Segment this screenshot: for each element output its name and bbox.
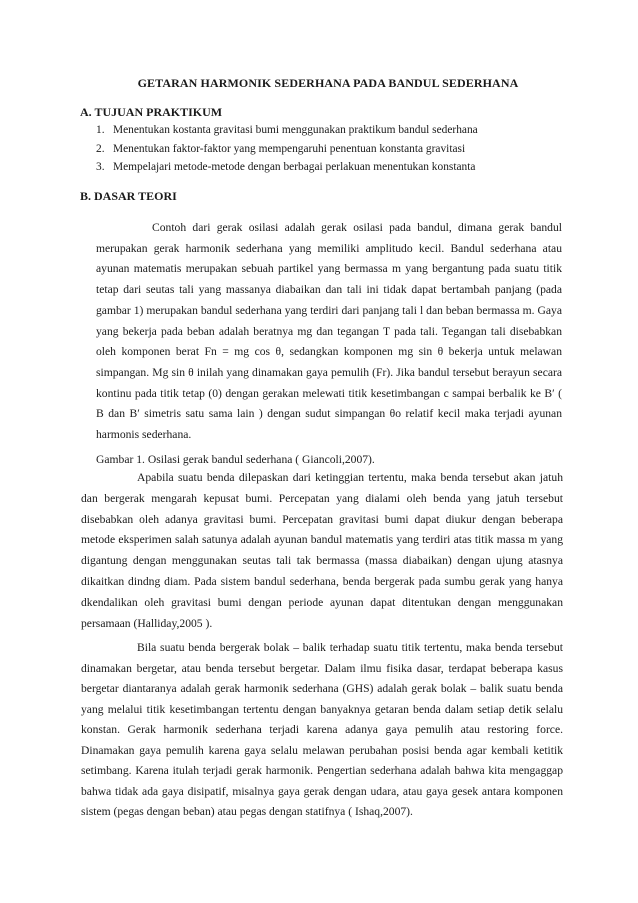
- document-title: GETARAN HARMONIK SEDERHANA PADA BANDUL SEDERHANA: [137, 76, 519, 90]
- theory-paragraph-2: Apabila suatu benda dilepaskan dari ketinggian tertentu, maka benda tersebut akan jatuh dan bergerak mengarah kepusat bumi. Percepatan yang dialami oleh benda yang jatuh tersebut disebabkan oleh adanya gravitasi bumi. Percepatan gravitasi bumi dapat diukur dengan beberapa metode eksperimen salah satunya adalah ayunan bandul matematis yang terdiri atas titik massa m yang digantung dengan menggunakan seutas tali tak bermassa (massa diabaikan) dengan ujung atasnya dikaitkan dindng diam. Pada sistem bandul sederhana, benda bergerak pada sumbu gerak yang hanya dkendalikan oleh gravitasi bumi dengan periode ayunan dapat ditentukan dengan menggunakan persamaan (Halliday,2005 ).: [81, 471, 563, 630]
- section-a-heading: A. TUJUAN PRAKTIKUM: [80, 105, 223, 119]
- theory-paragraph-3: Bila suatu benda bergerak bolak – balik terhadap suatu titik tertentu, maka benda tersebut dinamakan bergetar, atau benda tersebut bergetar. Dalam ilmu fisika dasar, terdapat beberapa kasus bergetar diantaranya adalah gerak harmonik sederhana (GHS) adalah gerak bolak – balik suatu benda yang melalui titik kesetimbangan tertentu dengan banyaknya getaran benda dalam setiap detik selalu konstan. Gerak harmonik sederhana terjadi karena adanya gaya pemulih atau restoring force. Dinamakan gaya pemulih karena gaya selalu melawan perubahan posisi benda agar kembali ketitik setimbang. Karena itulah terjadi gerak harmonik. Pengertian sederhana adalah bahwa kita mengaggap bahwa tidak ada gaya disipatif, misalnya gaya gerak dengan udara, atau gaya gesek antara komponen sistem (pegas dengan beban) atau pegas dengan statifnya ( Ishaq,2007).: [81, 641, 563, 818]
- list-item-text: Menentukan kostanta gravitasi bumi menggunakan praktikum bandul sederhana: [113, 124, 478, 136]
- section-b-heading: B. DASAR TEORI: [80, 189, 177, 203]
- list-item-text: Mempelajari metode-metode dengan berbagai perlakuan menentukan konstanta: [113, 161, 476, 173]
- list-item-text: Menentukan faktor-faktor yang mempengaruhi penentuan konstanta gravitasi: [113, 142, 466, 155]
- figure-caption: Gambar 1. Osilasi gerak bandul sederhana ( Giancoli,2007).: [96, 453, 375, 466]
- objectives-list: [96, 121, 478, 177]
- list-item: 2. Menentukan faktor-faktor yang mempengaruhi penentuan konstanta gravitasi: [96, 142, 466, 155]
- theory-paragraph-1: Contoh dari gerak osilasi adalah gerak osilasi pada bandul, dimana gerak bandul merupakan gerak harmonik sederhana yang memiliki amplitudo kecil. Bandul sederhana atau ayunan matematis merupakan sebuah partikel yang bermassa m yang bergantung pada suatu titik tetap dari seutas tali yang massanya diabaikan dan tali ini tidak dapat bertambah panjang (pada gambar 1) merupakan bandul sederhana yang terdiri dari panjang tali l dan beban bermassa m. Gaya yang bekerja pada beban adalah beratnya mg dan tegangan T pada tali. Tegangan tali disebabkan oleh komponen berat Fn = mg cos θ, sedangkan komponen mg sin θ bekerja untuk melawan simpangan. Mg sin θ inilah yang dinamakan gaya pemulih (Fr). Jika bandul tersebut berayun secara kontinu pada titik tetap (0) dengan gerakan melewati titik kesetimbangan c sampai berbalik ke B′ ( B dan B′ simetris satu sama lain ) dengan sudut simpangan θo relatif kecil maka terjadi ayunan harmonis sederhana.: [96, 221, 562, 442]
- list-item: 3. Mempelajari metode-metode dengan berbagai perlakuan menentukan konstanta: [96, 161, 476, 173]
- list-item: 1. Menentukan kostanta gravitasi bumi menggunakan praktikum bandul sederhana: [96, 124, 478, 136]
